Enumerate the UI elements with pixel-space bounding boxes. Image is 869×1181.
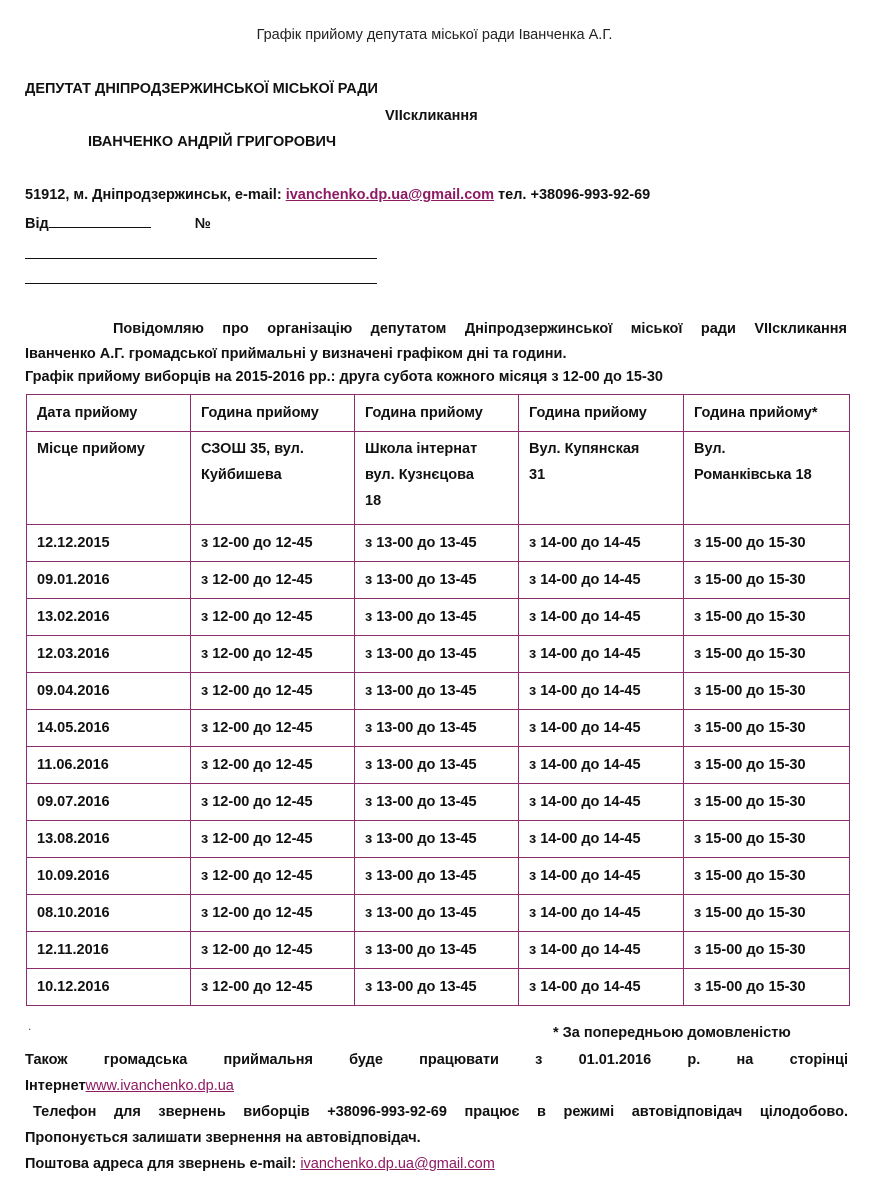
table-row <box>27 747 850 784</box>
place-line: Вул. Купянская <box>529 441 640 457</box>
time-cell: з 15-00 до 15-30 <box>684 562 850 599</box>
date-cell: 14.05.2016 <box>27 710 191 747</box>
time-cell: з 15-00 до 15-30 <box>684 895 850 932</box>
schedule-title: Графік прийому виборців на 2015-2016 рр.: друга субота кожного місяця з 12-00 до 15-30 <box>25 369 663 385</box>
time-cell: з 15-00 до 15-30 <box>684 747 850 784</box>
phone-line-1: Телефон для звернень виборців +38096-993-92-69 працює в режимі автовідповідач цілодобово. <box>33 1104 848 1120</box>
time-cell: з 14-00 до 14-45 <box>519 673 684 710</box>
time-cell: з 13-00 до 13-45 <box>355 599 519 636</box>
date-cell: 12.12.2015 <box>27 525 191 562</box>
place-line: СЗОШ 35, вул. <box>201 441 304 457</box>
time-cell: з 12-00 до 12-45 <box>191 562 355 599</box>
table-row <box>27 562 850 599</box>
time-cell: з 14-00 до 14-45 <box>519 858 684 895</box>
blank-line-2 <box>25 283 377 284</box>
header-cell: Година прийому <box>355 395 519 432</box>
time-cell: з 12-00 до 12-45 <box>191 747 355 784</box>
time-cell: з 12-00 до 12-45 <box>191 784 355 821</box>
intro-line-1: Повідомляю про організацію депутатом Дніпродзержинської міської ради VIIскликання <box>113 321 847 337</box>
stray-dot: . <box>28 1019 32 1033</box>
time-cell: з 14-00 до 14-45 <box>519 747 684 784</box>
places-row <box>27 432 850 525</box>
place-line: Романківська 18 <box>694 467 812 483</box>
phone-line-2: Пропонується залишати звернення на автовідповідач. <box>25 1130 421 1146</box>
place-line: 31 <box>529 467 546 483</box>
place-line: Вул. <box>694 441 726 457</box>
postal-email-link[interactable]: ivanchenko.dp.ua@gmail.com <box>300 1156 495 1172</box>
time-cell: з 13-00 до 13-45 <box>355 562 519 599</box>
date-cell: 09.01.2016 <box>27 562 191 599</box>
place-cell <box>355 432 519 525</box>
table-row <box>27 969 850 1006</box>
time-cell: з 12-00 до 12-45 <box>191 636 355 673</box>
time-cell: з 15-00 до 15-30 <box>684 932 850 969</box>
header-cell: Дата прийому <box>27 395 191 432</box>
date-cell: 08.10.2016 <box>27 895 191 932</box>
table-header-row <box>27 395 850 432</box>
contact-address: 51912, м. Дніпродзержинськ, e-mail: <box>25 187 286 203</box>
postal-email-line <box>25 1151 848 1177</box>
internet-line-1: Також громадська приймальня буде працювати з 01.01.2016 р. на сторінці <box>25 1052 848 1068</box>
from-blank <box>49 213 151 228</box>
contact-phone: тел. +38096-993-92-69 <box>494 187 651 203</box>
date-cell: 12.11.2016 <box>27 932 191 969</box>
footnote: * За попередньою домовленістю <box>553 1025 791 1041</box>
place-cell <box>519 432 684 525</box>
time-cell: з 14-00 до 14-45 <box>519 969 684 1006</box>
date-cell: 13.02.2016 <box>27 599 191 636</box>
time-cell: з 13-00 до 13-45 <box>355 525 519 562</box>
table-row <box>27 673 850 710</box>
date-cell: 12.03.2016 <box>27 636 191 673</box>
time-cell: з 15-00 до 15-30 <box>684 673 850 710</box>
deputy-name: ІВАНЧЕНКО АНДРІЙ ГРИГОРОВИЧ <box>88 134 337 150</box>
date-cell: 10.12.2016 <box>27 969 191 1006</box>
table-row <box>27 525 850 562</box>
time-cell: з 15-00 до 15-30 <box>684 525 850 562</box>
table-row <box>27 710 850 747</box>
time-cell: з 14-00 до 14-45 <box>519 710 684 747</box>
time-cell: з 12-00 до 12-45 <box>191 932 355 969</box>
convocation-label: VIIскликання <box>385 108 478 124</box>
place-line: вул. Кузнєцова <box>365 467 474 483</box>
date-cell: 09.07.2016 <box>27 784 191 821</box>
deputy-council-heading: ДЕПУТАТ ДНІПРОДЗЕРЖИНСЬКОЇ МІСЬКОЇ РАДИ <box>25 81 378 97</box>
time-cell: з 13-00 до 13-45 <box>355 710 519 747</box>
postal-email-prefix: Поштова адреса для звернень e-mail: <box>25 1156 301 1172</box>
time-cell: з 12-00 до 12-45 <box>191 858 355 895</box>
intro-paragraph <box>25 317 847 367</box>
footer-block <box>25 1047 848 1177</box>
header-cell: Година прийому <box>519 395 684 432</box>
table-row <box>27 636 850 673</box>
document-title: Графік прийому депутата міської ради Іванченка А.Г. <box>256 27 613 43</box>
time-cell: з 12-00 до 12-45 <box>191 969 355 1006</box>
from-label: Від <box>25 216 49 232</box>
time-cell: з 14-00 до 14-45 <box>519 525 684 562</box>
time-cell: з 14-00 до 14-45 <box>519 821 684 858</box>
time-cell: з 12-00 до 12-45 <box>191 673 355 710</box>
time-cell: з 13-00 до 13-45 <box>355 932 519 969</box>
time-cell: з 12-00 до 12-45 <box>191 599 355 636</box>
time-cell: з 14-00 до 14-45 <box>519 895 684 932</box>
table-row <box>27 895 850 932</box>
website-link[interactable]: www.ivanchenko.dp.ua <box>85 1078 234 1094</box>
time-cell: з 14-00 до 14-45 <box>519 636 684 673</box>
date-cell: 11.06.2016 <box>27 747 191 784</box>
time-cell: з 15-00 до 15-30 <box>684 710 850 747</box>
table-row <box>27 932 850 969</box>
table-row <box>27 599 850 636</box>
header-cell: Година прийому <box>191 395 355 432</box>
date-cell: 10.09.2016 <box>27 858 191 895</box>
time-cell: з 15-00 до 15-30 <box>684 784 850 821</box>
time-cell: з 12-00 до 12-45 <box>191 710 355 747</box>
time-cell: з 12-00 до 12-45 <box>191 821 355 858</box>
internet-line-2 <box>25 1073 848 1099</box>
table-row <box>27 784 850 821</box>
time-cell: з 13-00 до 13-45 <box>355 969 519 1006</box>
time-cell: з 13-00 до 13-45 <box>355 636 519 673</box>
number-label: № <box>194 216 211 232</box>
time-cell: з 13-00 до 13-45 <box>355 858 519 895</box>
time-cell: з 12-00 до 12-45 <box>191 525 355 562</box>
time-cell: з 13-00 до 13-45 <box>355 895 519 932</box>
time-cell: з 13-00 до 13-45 <box>355 747 519 784</box>
time-cell: з 12-00 до 12-45 <box>191 895 355 932</box>
time-cell: з 13-00 до 13-45 <box>355 821 519 858</box>
places-label: Місце прийому <box>27 432 191 525</box>
time-cell: з 14-00 до 14-45 <box>519 599 684 636</box>
time-cell: з 15-00 до 15-30 <box>684 636 850 673</box>
time-cell: з 14-00 до 14-45 <box>519 562 684 599</box>
date-cell: 09.04.2016 <box>27 673 191 710</box>
intro-line-2: Іванченко А.Г. громадської приймальні у визначені графіком дні та години. <box>25 346 567 362</box>
internet-prefix: Інтернет <box>25 1078 86 1094</box>
from-number-line <box>25 213 211 232</box>
time-cell: з 15-00 до 15-30 <box>684 599 850 636</box>
time-cell: з 13-00 до 13-45 <box>355 784 519 821</box>
time-cell: з 15-00 до 15-30 <box>684 858 850 895</box>
time-cell: з 15-00 до 15-30 <box>684 821 850 858</box>
time-cell: з 13-00 до 13-45 <box>355 673 519 710</box>
place-cell <box>191 432 355 525</box>
time-cell: з 14-00 до 14-45 <box>519 932 684 969</box>
header-cell: Година прийому* <box>684 395 850 432</box>
place-line: Куйбишева <box>201 467 282 483</box>
schedule-table <box>26 394 850 1006</box>
contact-email-link[interactable]: ivanchenko.dp.ua@gmail.com <box>285 187 495 203</box>
table-row <box>27 858 850 895</box>
date-cell: 13.08.2016 <box>27 821 191 858</box>
time-cell: з 15-00 до 15-30 <box>684 969 850 1006</box>
contact-line <box>25 187 650 203</box>
place-line: Школа інтернат <box>365 441 478 457</box>
place-cell <box>684 432 850 525</box>
table-row <box>27 821 850 858</box>
place-line: 18 <box>365 493 382 509</box>
time-cell: з 14-00 до 14-45 <box>519 784 684 821</box>
blank-line-1 <box>25 258 377 259</box>
